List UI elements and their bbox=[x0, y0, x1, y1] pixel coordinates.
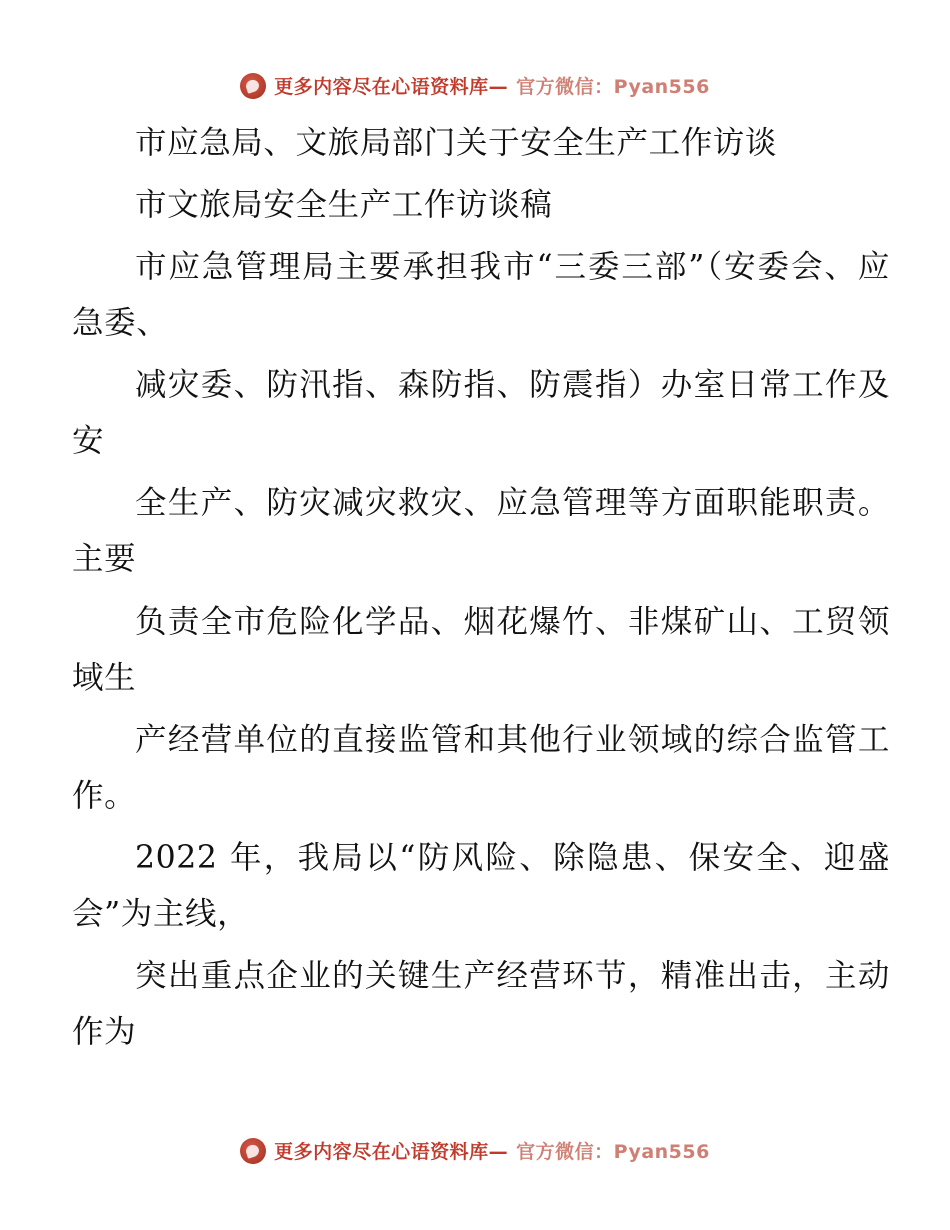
paragraph: 突出重点企业的关键生产经营环节，精准出击，主动作为 bbox=[72, 957, 890, 1050]
paragraph: 负责全市危险化学品、烟花爆竹、非煤矿山、工贸领域生 bbox=[72, 603, 890, 696]
seal-logo-icon bbox=[240, 1138, 266, 1164]
document-content bbox=[0, 99, 950, 1137]
paragraph: 市应急管理局主要承担我市“三委三部”（安委会、应急委、 bbox=[72, 249, 890, 342]
watermark-sub-text: 官方微信：Pyan556 bbox=[516, 1141, 710, 1163]
watermark-footer bbox=[0, 1137, 950, 1164]
paragraph: 产经营单位的直接监管和其他行业领域的综合监管工作。 bbox=[72, 721, 890, 814]
watermark-header bbox=[0, 72, 950, 99]
paragraph: 减灾委、防汛指、森防指、防震指）办室日常工作及安 bbox=[72, 367, 890, 460]
seal-logo-icon bbox=[240, 73, 266, 99]
watermark-sub-text: 官方微信：Pyan556 bbox=[516, 76, 710, 98]
paragraph: 市文旅局安全生产工作访谈稿 bbox=[135, 187, 553, 224]
watermark-main-text: 更多内容尽在心语资料库— bbox=[274, 1141, 509, 1163]
paragraph: 2022 年，我局以“防风险、除隐患、保安全、迎盛会”为主线， bbox=[72, 839, 890, 932]
watermark-main-text: 更多内容尽在心语资料库— bbox=[274, 76, 509, 98]
paragraph: 全生产、防灾减灾救灾、应急管理等方面职能职责。主要 bbox=[72, 485, 890, 578]
paragraph: 市应急局、文旅局部门关于安全生产工作访谈 bbox=[135, 125, 778, 161]
